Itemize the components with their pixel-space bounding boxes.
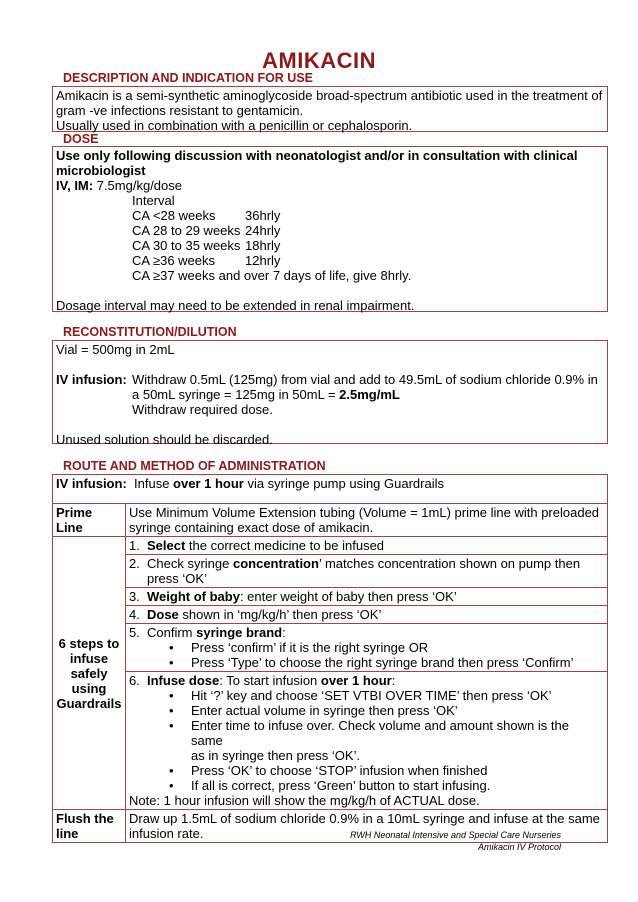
route-iv-label: IV infusion:	[56, 476, 127, 491]
iv-instruction: Withdraw required dose.	[132, 402, 273, 417]
interval-extra: CA ≥37 weeks and over 7 days of life, give 8hrly.	[132, 268, 412, 283]
iv-concentration: 2.5mg/mL	[339, 387, 400, 402]
bullet-item: • Enter actual volume in syringe then press ‘OK’	[169, 703, 458, 718]
table-row	[53, 606, 608, 624]
bullet-item: • Press ‘Type’ to choose the right syringe brand then press ‘Confirm’	[169, 655, 574, 670]
bullet-item: • Press ‘confirm’ if it is the right syringe OR	[169, 640, 429, 655]
flush-label: Flush the line	[53, 810, 126, 843]
flush-text: infusion rate.	[129, 826, 204, 841]
infusion-note: Note: 1 hour infusion will show the mg/kg/h of ACTUAL dose.	[129, 793, 480, 808]
interval-row: CA 30 to 35 weeks 18hrly	[132, 238, 281, 253]
dose-renal-note: Dosage interval may need to be extended in renal impairment.	[56, 298, 415, 313]
description-line: Usually used in combination with a penicillin or cephalosporin.	[56, 118, 413, 133]
step-1: 1. Select the correct medicine to be infused	[129, 538, 385, 553]
dose-warning: Use only following discussion with neonatologist and/or in consultation with clinical	[56, 148, 578, 163]
interval-row: CA 28 to 29 weeks 24hrly	[132, 223, 281, 238]
dose-route-value: 7.5mg/kg/dose	[96, 178, 182, 193]
iv-instruction: Withdraw 0.5mL (125mg) from vial and add to 49.5mL of sodium chloride 0.9% in	[132, 372, 598, 387]
iv-instruction: a 50mL syringe = 125mg in 50mL =	[132, 387, 340, 402]
page-title: AMIKACIN	[262, 48, 376, 73]
route-table	[52, 474, 608, 843]
prime-line-label: Prime Line	[53, 504, 126, 537]
table-row	[53, 537, 608, 555]
description-line: Amikacin is a semi-synthetic aminoglycoside broad-spectrum antibiotic used in the treatment of	[56, 88, 603, 103]
table-row	[53, 555, 608, 588]
footer-line: Amikacin IV Protocol	[477, 842, 561, 852]
table-row	[53, 588, 608, 606]
footer	[350, 829, 561, 853]
vial-info: Vial = 500mg in 2mL	[56, 342, 175, 357]
reconstitution-box	[52, 340, 608, 447]
flush-text: Draw up 1.5mL of sodium chloride 0.9% in a 10mL syringe and infuse at the same	[129, 811, 600, 826]
reconstitution-heading: RECONSTITUTION/DILUTION	[63, 325, 237, 339]
bullet-item: • Hit ‘?’ key and choose ‘SET VTBI OVER TIME’ then press ‘OK’	[169, 688, 552, 703]
discard-note: Unused solution should be discarded.	[56, 432, 273, 447]
dose-warning: microbiologist	[56, 163, 146, 178]
bullet-item: • Press ‘OK’ to choose ‘STOP’ infusion when finished	[169, 763, 488, 778]
step-5: 5. Confirm syringe brand:	[129, 625, 286, 640]
interval-row: CA ≥36 weeks 12hrly	[132, 253, 281, 268]
steps-label: 6 steps to infuse safely using Guardrails	[53, 537, 126, 810]
description-box	[52, 86, 608, 132]
dose-route-label: IV, IM:	[56, 178, 94, 193]
table-row	[53, 672, 608, 810]
interval-label: Interval	[132, 193, 175, 208]
description-line: gram -ve infections resistant to gentamicin.	[56, 103, 304, 118]
iv-infusion-row	[56, 372, 604, 417]
route-heading: ROUTE AND METHOD OF ADMINISTRATION	[63, 459, 326, 473]
footer-line: RWH Neonatal Intensive and Special Care Nurseries	[350, 830, 561, 840]
prime-line-text: Use Minimum Volume Extension tubing (Volume = 1mL) prime line with preloaded	[129, 505, 600, 520]
step-3: 3. Weight of baby: enter weight of baby then press ‘OK’	[129, 589, 457, 604]
dose-heading: DOSE	[63, 132, 99, 146]
step-4: 4. Dose shown in ‘mg/kg/h’ then press ‘OK’	[129, 607, 382, 622]
prime-line-text: syringe containing exact dose of amikacin.	[129, 520, 374, 535]
step-6: 6. Infuse dose: To start infusion over 1 hour:	[129, 673, 396, 688]
bullet-item: • Enter time to infuse over. Check volume and amount shown is the same as in syringe then press ‘OK’.	[169, 718, 569, 763]
table-row	[53, 504, 608, 537]
description-heading: DESCRIPTION AND INDICATION FOR USE	[63, 71, 314, 85]
table-row: IV infusion: Infuse over 1 hour via syringe pump using Guardrails	[53, 475, 608, 504]
iv-infusion-label: IV infusion:	[56, 372, 127, 387]
interval-row: CA <28 weeks 36hrly	[132, 208, 281, 223]
bullet-item: • If all is correct, press ‘Green’ button to start infusing.	[169, 778, 491, 793]
step-2: 2. Check syringe concentration’ matches concentration shown on pump then press ‘OK’	[129, 556, 581, 586]
dose-box	[52, 146, 608, 312]
table-row	[53, 624, 608, 672]
